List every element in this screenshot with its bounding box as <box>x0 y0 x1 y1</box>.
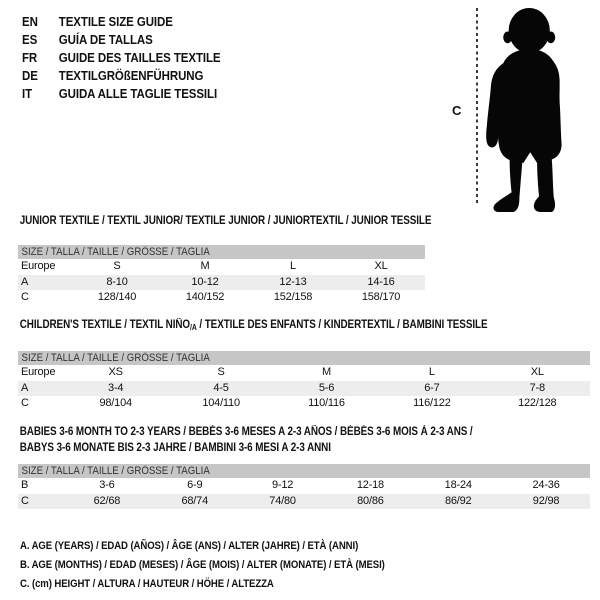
table-cell: 10-12 <box>191 275 219 288</box>
table-cell: C <box>21 397 29 410</box>
table-cell: 12-18 <box>356 479 384 492</box>
size-header-text: SIZE / TALLA / TAILLE / GRÖSSE / TAGLIA <box>21 246 210 258</box>
table-cell: 152/158 <box>273 291 313 304</box>
section-title-line2: BABYS 3-6 MONATE BIS 2-3 JAHRE / BAMBINI 3-6 MESI A 2-3 ANNI <box>19 442 331 454</box>
table-cell: M <box>200 260 210 273</box>
table-cell: 3-6 <box>99 479 115 492</box>
footnote-a: A. AGE (YEARS) / EDAD (AÑOS) / ÂGE (ANS) / ALTER (JAHRE) / ETÀ (ANNI) <box>20 540 359 552</box>
table-row <box>18 365 590 381</box>
section-junior <box>18 214 432 306</box>
section-title <box>18 318 510 335</box>
table-cell: 158/170 <box>361 291 401 304</box>
language-row-de <box>22 67 221 85</box>
table-cell: C <box>21 494 29 507</box>
table-cell: 6-7 <box>424 381 440 394</box>
language-code: ES <box>22 33 38 47</box>
section-title-line1: BABIES 3-6 MONTH TO 2-3 YEARS / BEBÉS 3-6 MESES A 2-3 AÑOS / BÉBÉS 3-6 MOIS À 2-3 ANS / <box>19 426 473 438</box>
table-cell: M <box>321 366 331 379</box>
table-row <box>18 381 590 397</box>
table-cell: A <box>21 275 29 288</box>
table-cell: L <box>428 366 435 379</box>
table-cell: XL <box>374 260 388 273</box>
table-cell: 104/110 <box>202 397 240 410</box>
babies-size-table <box>18 478 590 509</box>
table-cell: 4-5 <box>213 381 229 394</box>
language-code: EN <box>22 15 38 29</box>
section-babies <box>18 424 590 509</box>
table-cell: 86/92 <box>444 494 472 507</box>
section-title-text: / TEXTILE DES ENFANTS / KINDERTEXTIL / BAMBINI TESSILE <box>196 319 488 331</box>
table-row <box>18 478 590 494</box>
language-row-fr <box>22 49 221 67</box>
size-header-bar <box>18 245 425 259</box>
language-label: GUIDA ALLE TAGLIE TESSILI <box>58 87 218 101</box>
height-measure-line <box>476 8 478 206</box>
table-cell: B <box>21 479 29 492</box>
table-cell: 6-9 <box>187 479 203 492</box>
table-cell: 3-4 <box>108 381 124 394</box>
language-row-es <box>22 31 221 49</box>
table-cell: XL <box>530 366 544 379</box>
table-row <box>18 275 425 291</box>
table-cell: Europe <box>21 366 56 379</box>
table-cell: 18-24 <box>444 479 472 492</box>
table-row <box>18 494 590 510</box>
table-row <box>18 259 425 275</box>
table-cell: 74/80 <box>269 494 296 507</box>
table-cell: XS <box>108 366 123 379</box>
section-title: JUNIOR TEXTILE / TEXTIL JUNIOR/ TEXTILE JUNIOR / JUNIORTEXTIL / JUNIOR TESSILE <box>19 215 432 227</box>
table-cell: L <box>290 260 296 273</box>
table-cell: 140/152 <box>185 291 225 304</box>
table-cell: 128/140 <box>97 291 137 304</box>
table-cell: 116/122 <box>413 397 451 410</box>
language-code: IT <box>22 87 33 101</box>
table-cell: 62/68 <box>93 494 121 507</box>
language-code: DE <box>22 69 38 83</box>
table-cell: 98/104 <box>99 397 132 410</box>
table-cell: 5-6 <box>318 381 335 394</box>
footnote-c: C. (cm) HEIGHT / ALTURA / HAUTEUR / HÖHE / ALTEZZA <box>20 578 274 590</box>
table-row <box>18 396 590 412</box>
table-cell: 68/74 <box>181 494 208 507</box>
table-cell: 80/86 <box>357 494 384 507</box>
size-header-text: SIZE / TALLA / TAILLE / GRÖSSE / TAGLIA <box>21 352 210 364</box>
footnote-b: B. AGE (MONTHS) / EDAD (MESES) / ÂGE (MOIS) / ALTER (MONATE) / ETÀ (MESI) <box>20 559 385 571</box>
language-code: FR <box>22 51 38 65</box>
language-label: TEXTILE SIZE GUIDE <box>58 15 173 29</box>
table-cell: S <box>217 366 225 379</box>
section-title-text: CHILDREN'S TEXTILE / TEXTIL NIÑO <box>19 319 191 331</box>
table-cell: 9-12 <box>271 479 294 492</box>
size-header-bar <box>18 464 590 478</box>
table-cell: 92/98 <box>532 494 560 507</box>
table-cell: 8-10 <box>106 275 128 288</box>
language-row-it <box>22 85 221 103</box>
table-cell: 14-16 <box>367 275 395 288</box>
table-cell: Europe <box>21 260 56 273</box>
size-header-text: SIZE / TALLA / TAILLE / GRÖSSE / TAGLIA <box>21 465 210 477</box>
table-cell: C <box>21 291 29 304</box>
language-label: GUIDE DES TAILLES TEXTILE <box>58 51 221 65</box>
table-cell: 7-8 <box>529 381 545 394</box>
section-title-subscript: /A <box>190 323 197 332</box>
table-cell: 110/116 <box>308 397 345 410</box>
language-row-en <box>22 13 221 31</box>
footnotes <box>20 537 439 594</box>
height-measure-label: C <box>452 103 462 118</box>
junior-size-table <box>18 259 425 306</box>
language-label: GUÍA DE TALLAS <box>58 33 153 47</box>
section-children <box>18 318 590 412</box>
table-cell: S <box>113 260 121 273</box>
table-row <box>18 290 425 306</box>
table-cell: 122/128 <box>518 397 557 410</box>
table-cell: 12-13 <box>279 275 307 288</box>
size-header-bar <box>18 351 590 365</box>
table-cell: A <box>21 381 29 394</box>
table-cell: 24-36 <box>532 479 560 492</box>
baby-silhouette <box>484 6 598 214</box>
language-label: TEXTILGRÖßENFÜHRUNG <box>58 69 204 83</box>
children-size-table <box>18 365 590 412</box>
language-list <box>22 13 238 103</box>
